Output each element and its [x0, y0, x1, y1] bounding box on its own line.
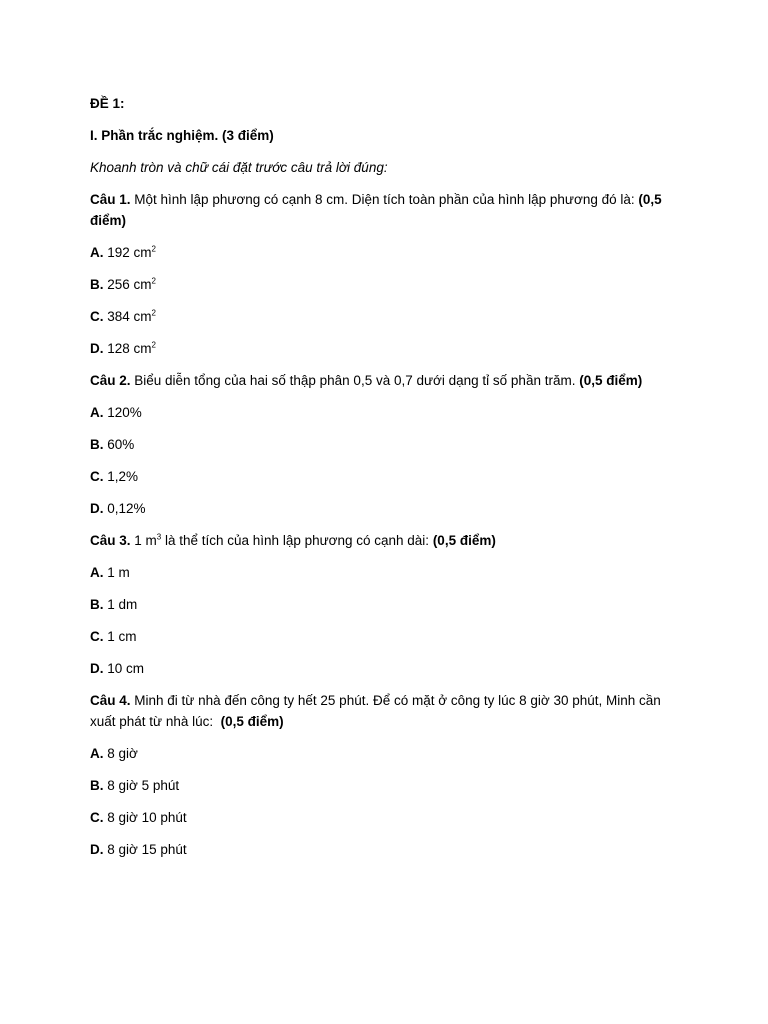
option-text: 192 cm [103, 245, 152, 260]
option-letter: A. [90, 245, 104, 260]
option-text: 8 giờ [103, 746, 138, 761]
question-3-option-b [90, 594, 688, 615]
option-letter: B. [90, 437, 104, 452]
question-2-points: (0,5 điểm) [579, 373, 643, 388]
option-letter: A. [90, 746, 104, 761]
instruction-text: Khoanh tròn và chữ cái đặt trước câu trả lời đúng: [90, 160, 388, 175]
option-letter: C. [90, 810, 104, 825]
option-text: 8 giờ 10 phút [103, 810, 187, 825]
question-3-label: Câu 3. [90, 533, 131, 548]
option-text: 256 cm [103, 277, 152, 292]
question-2-text: Biểu diễn tổng của hai số thập phân 0,5 và 0,7 dưới dạng tỉ số phần trăm. [130, 373, 580, 388]
question-1 [90, 189, 688, 231]
option-text: 60% [103, 437, 135, 452]
question-1-label: Câu 1. [90, 192, 131, 207]
option-text: 1 cm [103, 629, 137, 644]
question-4-label: Câu 4. [90, 693, 131, 708]
question-2-option-a [90, 402, 688, 423]
question-3 [90, 530, 688, 551]
option-letter: D. [90, 661, 104, 676]
question-3-text: là thể tích của hình lập phương có cạnh dài: [161, 533, 433, 548]
option-text: 8 giờ 15 phút [103, 842, 187, 857]
question-1-option-c [90, 306, 688, 327]
question-4-points: (0,5 điểm) [220, 714, 284, 729]
question-4 [90, 690, 688, 732]
question-4-option-b [90, 775, 688, 796]
option-text: 1,2% [103, 469, 139, 484]
option-letter: D. [90, 341, 104, 356]
question-2-option-b [90, 434, 688, 455]
option-letter: A. [90, 405, 104, 420]
option-letter: B. [90, 277, 104, 292]
option-text: 120% [103, 405, 142, 420]
question-4-option-a [90, 743, 688, 764]
question-1-option-b [90, 274, 688, 295]
option-letter: B. [90, 778, 104, 793]
option-text: 8 giờ 5 phút [103, 778, 180, 793]
question-3-option-d [90, 658, 688, 679]
option-letter: C. [90, 309, 104, 324]
section-heading: I. Phần trắc nghiệm. (3 điểm) [90, 128, 274, 143]
option-letter: B. [90, 597, 104, 612]
question-2-option-c [90, 466, 688, 487]
question-2 [90, 370, 688, 391]
question-1-text: Một hình lập phương có cạnh 8 cm. Diện tích toàn phần của hình lập phương đó là: [130, 192, 639, 207]
option-letter: D. [90, 842, 104, 857]
question-4-option-d [90, 839, 688, 860]
question-3-superscript: 3 [156, 532, 162, 542]
option-text: 128 cm [103, 341, 152, 356]
question-2-label: Câu 2. [90, 373, 131, 388]
option-letter: A. [90, 565, 104, 580]
option-superscript: 2 [151, 244, 156, 254]
option-letter: D. [90, 501, 104, 516]
question-3-option-a [90, 562, 688, 583]
option-text: 10 cm [103, 661, 145, 676]
question-3-points: (0,5 điểm) [432, 533, 496, 548]
question-1-option-d [90, 338, 688, 359]
option-superscript: 2 [151, 308, 156, 318]
option-superscript: 2 [151, 340, 156, 350]
question-2-option-d [90, 498, 688, 519]
question-3-option-c [90, 626, 688, 647]
option-letter: C. [90, 469, 104, 484]
question-1-option-a [90, 242, 688, 263]
question-4-option-c [90, 807, 688, 828]
exam-title: ĐỀ 1: [90, 96, 125, 111]
option-text: 1 dm [103, 597, 138, 612]
option-text: 0,12% [103, 501, 146, 516]
option-text: 1 m [103, 565, 130, 580]
question-3-text-before: 1 m [130, 533, 157, 548]
question-1-points: (0,5 điểm) [90, 192, 662, 228]
question-4-text: Minh đi từ nhà đến công ty hết 25 phút. Để có mặt ở công ty lúc 8 giờ 30 phút, Minh cần xuất phát từ nhà lúc: [90, 693, 665, 729]
option-text: 384 cm [103, 309, 152, 324]
option-superscript: 2 [151, 276, 156, 286]
option-letter: C. [90, 629, 104, 644]
